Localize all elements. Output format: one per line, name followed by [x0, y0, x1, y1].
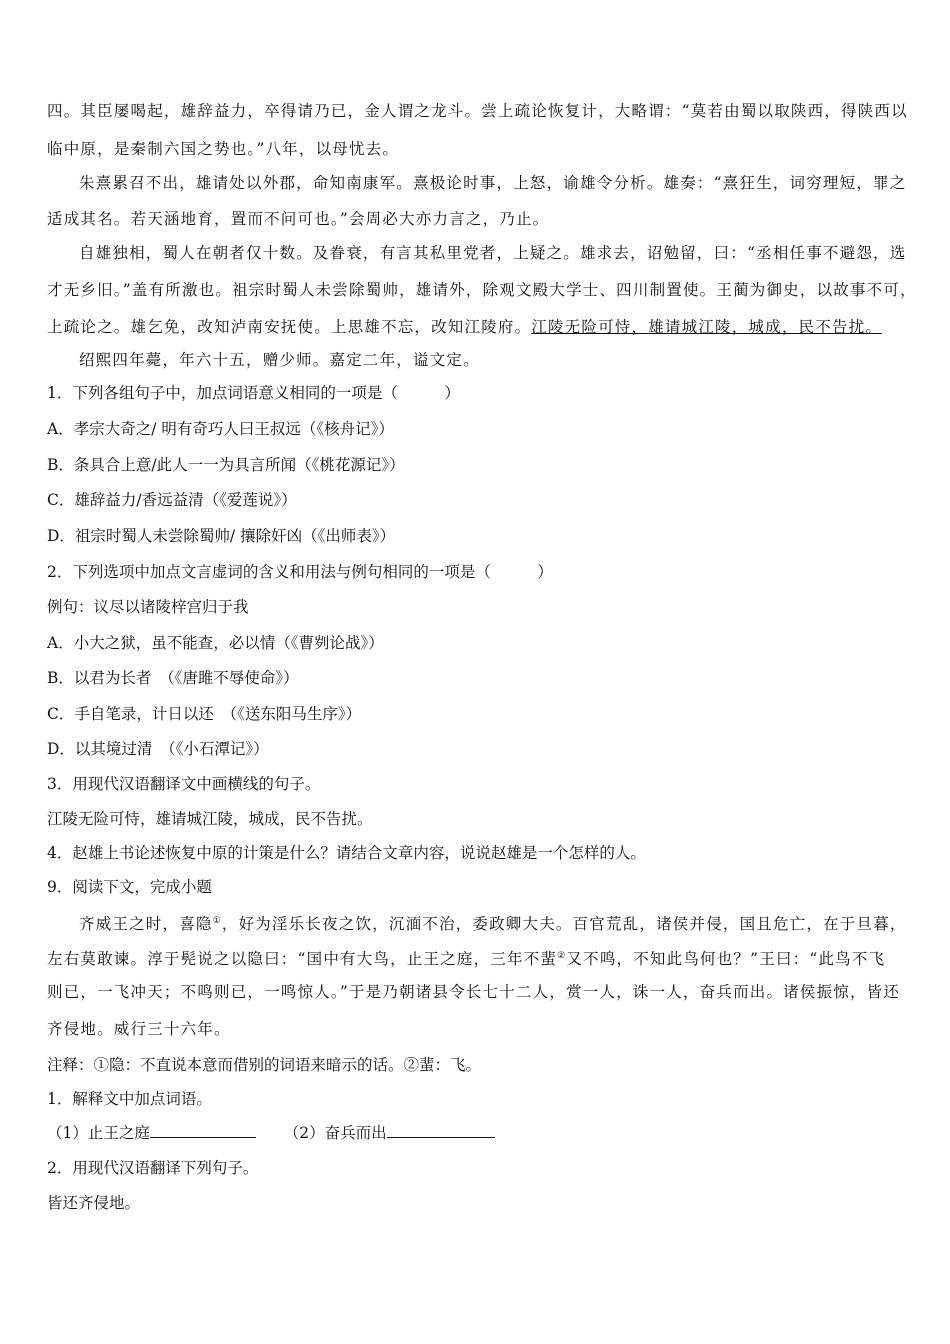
- option: A．小大之狱，虽不能查，必以情（《曹刿论战》）: [47, 634, 384, 652]
- footnote-mark: ②: [557, 951, 567, 961]
- blank-label: （2）奋兵而出: [283, 1124, 387, 1142]
- question: 2．用现代汉语翻译下列句子。: [47, 1159, 259, 1177]
- question: 2．下列选项中加点文言虚词的含义和用法与例句相同的一项是（ ）: [47, 563, 553, 581]
- passage-line: 临中原，是秦制六国之势也。”八年，以母忧去。: [47, 140, 400, 158]
- option: B．以君为长者 （《唐雎不辱使命》）: [47, 669, 299, 687]
- passage-line: 才无乡旧。”盖有所激也。祖宗时蜀人未尝除蜀帅，雄请外，除观文殿大学士、四川制置使。王蔺为御史，以故事不可，: [47, 281, 917, 299]
- option: A．孝宗大奇之/ 明有奇巧人曰王叔远（《核舟记》）: [47, 420, 394, 438]
- blank-label: （1）止王之庭: [47, 1124, 150, 1142]
- passage-text: 又不鸣，不知此鸟何也？”王曰：“此鸟不飞: [566, 950, 886, 969]
- passage-line: 绍熙四年薨，年六十五，赠少师。嘉定二年，谥文定。: [79, 351, 480, 369]
- passage-text: 左右莫敢谏。淳于髡说之以隐曰：“国中有大鸟，止王之庭，三年不蜚: [47, 950, 558, 969]
- passage-text: 齐威王之时，喜隐: [79, 915, 213, 934]
- question: 1．解释文中加点词语。: [47, 1090, 212, 1108]
- option: C．雄辞益力/香远益清（《爱莲说》）: [47, 491, 297, 509]
- passage-line: 齐侵地。威行三十六年。: [47, 1020, 231, 1038]
- fill-blank-line: [47, 1123, 495, 1143]
- option: D．以其境过清 （《小石潭记》）: [47, 740, 269, 758]
- answer-blank[interactable]: [150, 1123, 256, 1138]
- option: D．祖宗时蜀人未尝除蜀帅/ 攘除奸凶（《出师表》）: [47, 527, 396, 545]
- question: 4．赵雄上书论述恢复中原的计策是什么？请结合文章内容，说说赵雄是一个怎样的人。: [47, 844, 646, 862]
- passage-line: [47, 317, 882, 337]
- question-text: 江陵无险可恃，雄请城江陵，城成，民不告扰。: [47, 810, 373, 828]
- passage-line: 朱熹累召不出，雄请处以外郡，命知南康军。熹极论时事，上怒，谕雄令分析。雄奏：“熹狂生，词穷理短，罪之: [79, 174, 907, 192]
- passage-line: [47, 946, 885, 969]
- passage-text: ，好为淫乐长夜之饮，沉湎不治，委政卿大夫。百官荒乱，诸侯并侵，国且危亡，在于旦暮，: [221, 915, 907, 934]
- passage-line: 适成其名。若天涵地育，置而不问可也。”会周必大亦力言之，乃止。: [47, 210, 550, 228]
- question: 1．下列各组句子中，加点词语意义相同的一项是（ ）: [47, 384, 460, 402]
- passage-line: [79, 911, 907, 934]
- option: C．手自笔录，计日以还 （《送东阳马生序》）: [47, 705, 362, 723]
- annotation: 注释：①隐：不直说本意而借别的词语来暗示的话。②蜚：飞。: [47, 1056, 482, 1074]
- section-heading: 9．阅读下文，完成小题: [47, 878, 212, 896]
- question-text: 皆还齐侵地。: [47, 1194, 141, 1212]
- underlined-sentence: 江陵无险可恃，雄请城江陵，城成，民不告扰。: [531, 318, 883, 336]
- answer-blank[interactable]: [387, 1123, 495, 1138]
- footnote-mark: ①: [212, 916, 222, 926]
- option: B．条具合上意/此人一一为具言所闻（《桃花源记》）: [47, 456, 405, 474]
- passage-line: 自雄独相，蜀人在朝者仅十数。及眷衰，有言其私里党者，上疑之。雄求去，诏勉留，曰：“丞相任事不避怨，选: [79, 244, 907, 262]
- question: 3．用现代汉语翻译文中画横线的句子。: [47, 775, 321, 793]
- passage-text: 上疏论之。雄乞免，改知泸南安抚使。上思雄不忘，改知江陵府。: [47, 318, 532, 336]
- passage-line: 则已，一飞冲天；不鸣则已，一鸣惊人。”于是乃朝诸县令长七十二人，赏一人，诛一人，奋兵而出。诸侯振惊，皆还: [47, 983, 901, 1001]
- passage-line: 四。其臣屡喝起，雄辞益力，卒得请乃已，金人谓之龙斗。尝上疏论恢复计，大略谓：“莫若由蜀以取陕西，得陕西以: [47, 102, 908, 120]
- example: 例句：议尽以诸陵梓宫归于我: [47, 598, 249, 616]
